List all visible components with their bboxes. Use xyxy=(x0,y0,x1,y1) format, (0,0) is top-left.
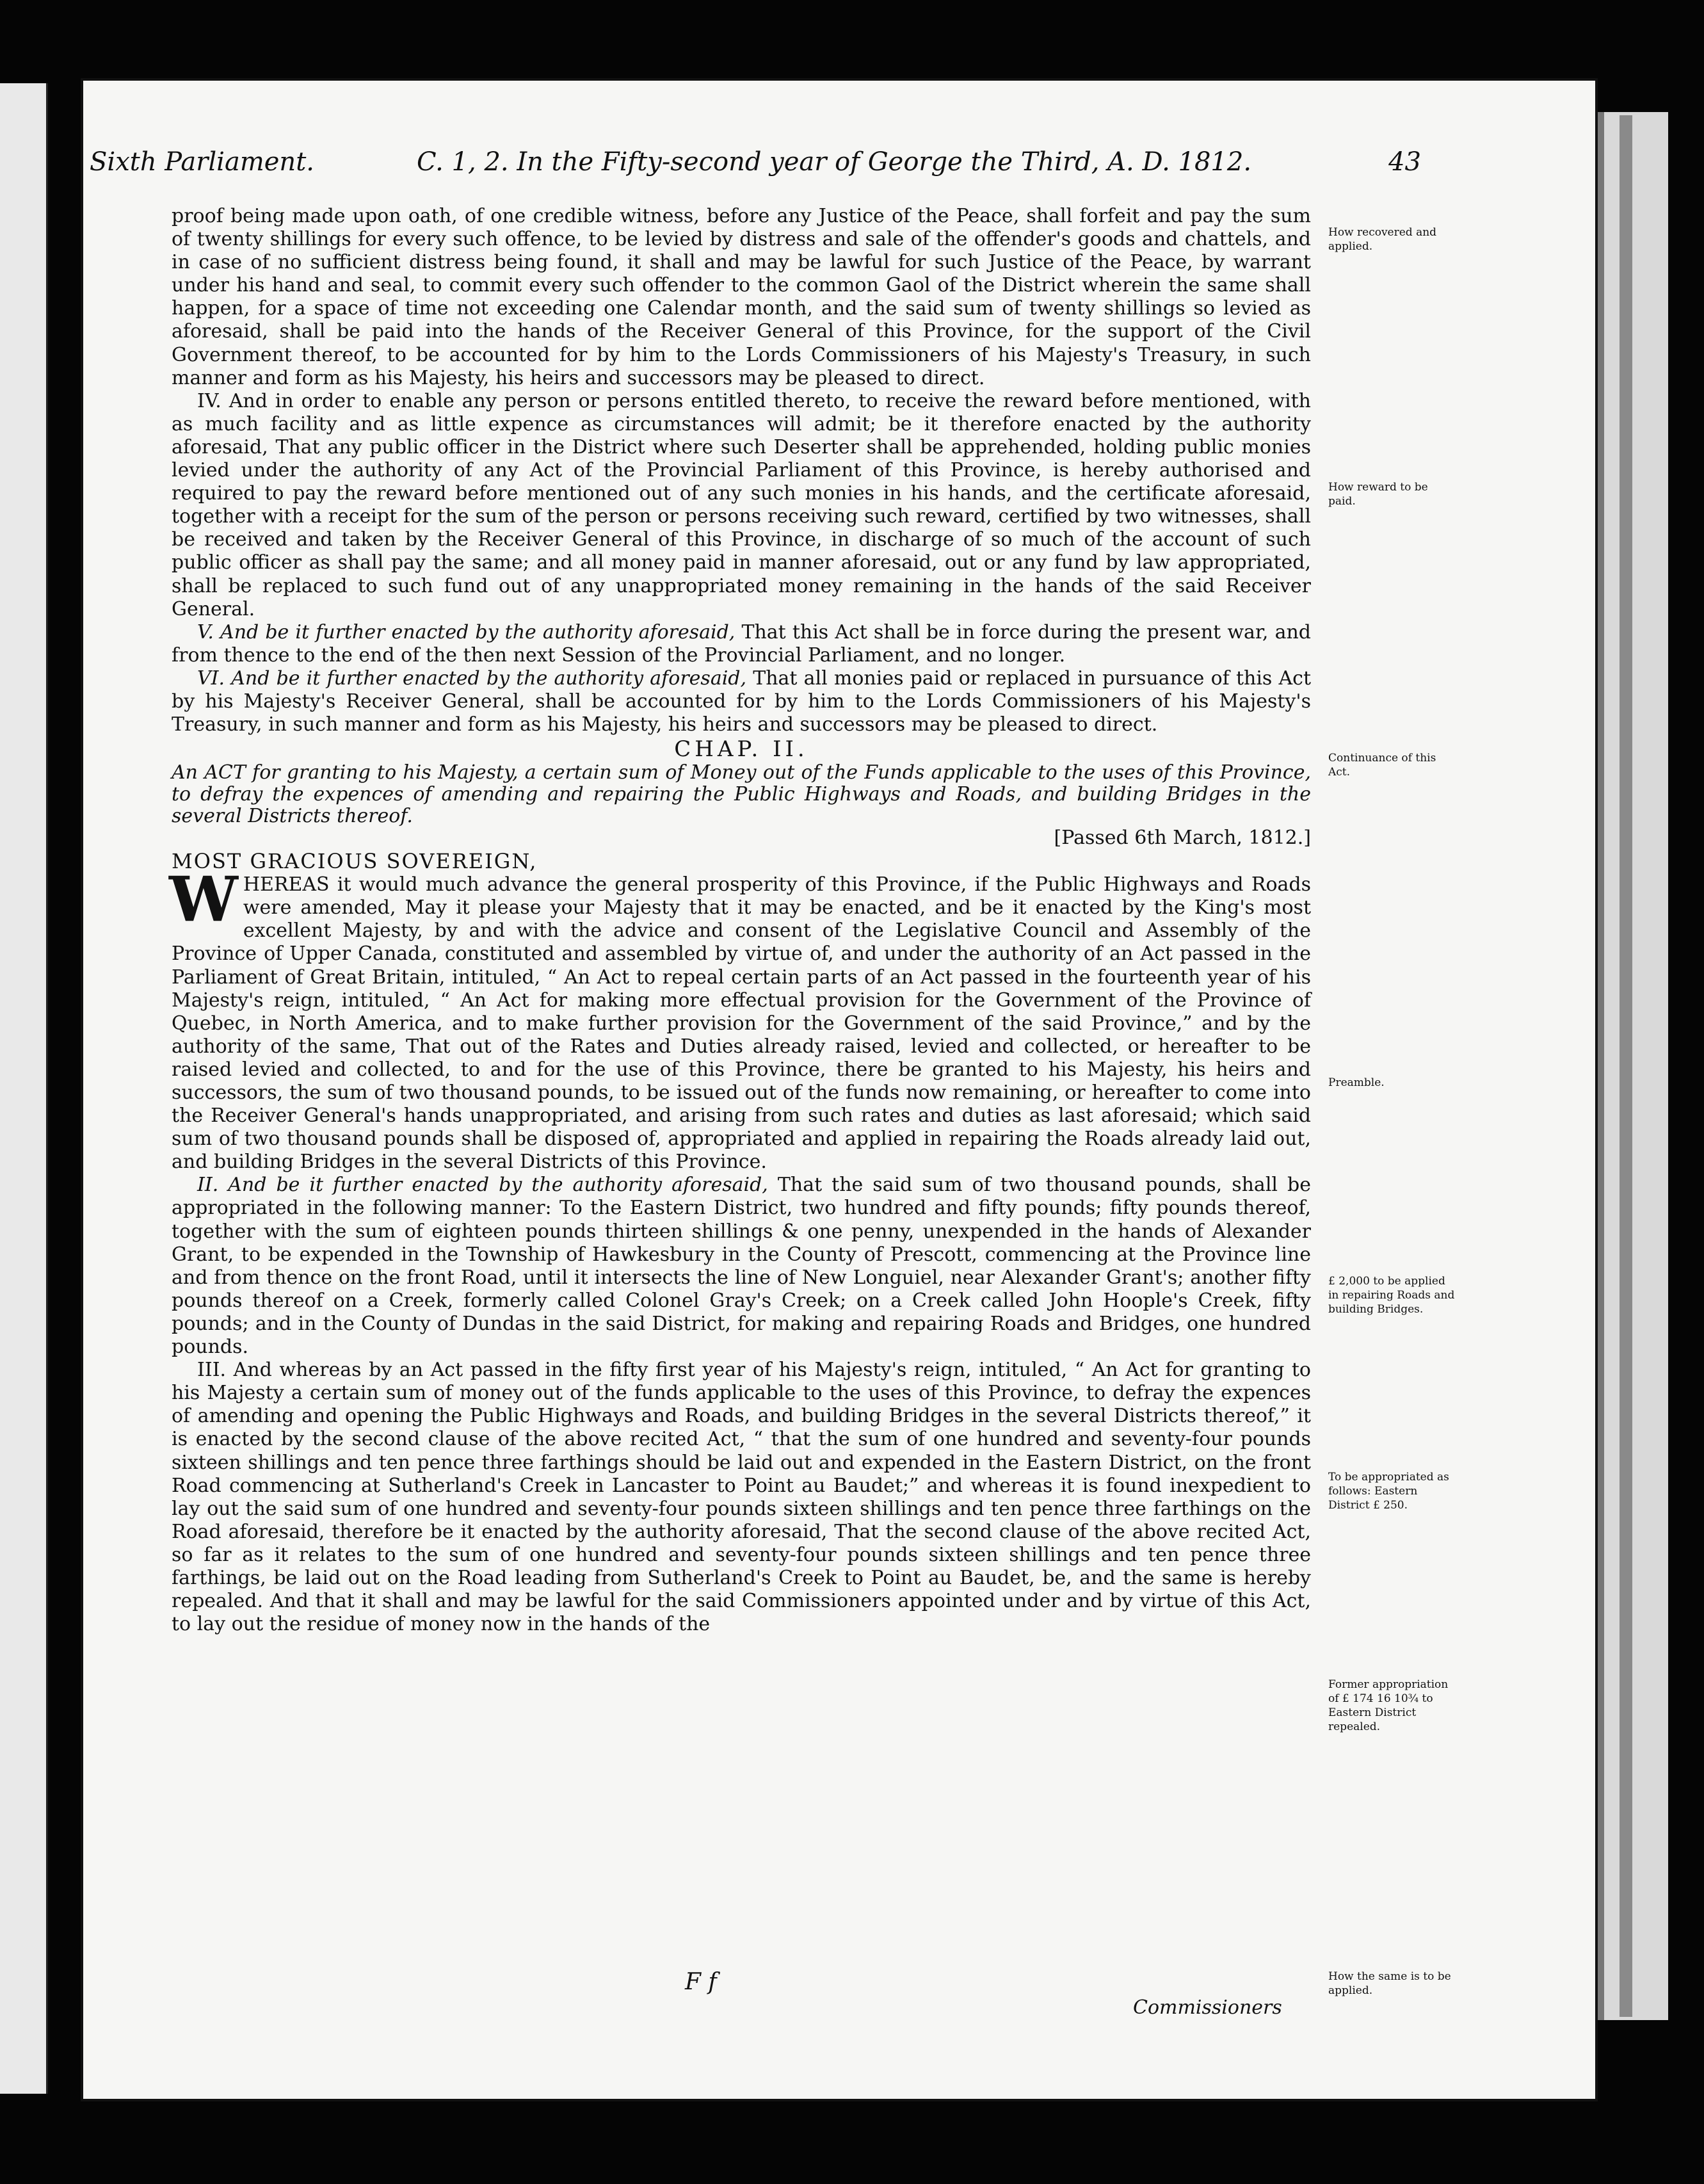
adjacent-page-edge xyxy=(0,83,48,2094)
preamble xyxy=(169,863,1311,1174)
margin-note-continuance: Continuance of this Act. xyxy=(1328,752,1436,779)
body-text xyxy=(169,205,1311,1636)
margin-note-preamble: Preamble. xyxy=(1328,1076,1385,1089)
catchword: Commissioners xyxy=(1133,1996,1282,2019)
section-6-text: That all monies paid or replaced in pursuance of this Act by his Majesty's Receiver General, shall be accounted for by him to the Lords Commissioners of his Majesty's Treasury, in such manner and form as his Majesty, his heirs and successors may be pleased to direct. xyxy=(172,667,1311,736)
page-stack-shadow xyxy=(1620,115,1632,2017)
margin-note-reward: How reward to be paid. xyxy=(1328,481,1428,508)
header-chapter-year: C. 1, 2. In the Fifty-second year of George the Third, A. D. 1812. xyxy=(416,147,1252,177)
section-6 xyxy=(172,667,1311,736)
section-5-enacting-clause: V. And be it further enacted by the authority aforesaid, xyxy=(197,620,735,643)
page-stack-edge xyxy=(1598,112,1668,2020)
section-5-text: That this Act shall be in force during the present war, and from thence to the end of the then next Session of the Provincial Parliament, and no longer. xyxy=(172,620,1311,667)
section-5 xyxy=(172,621,1311,667)
salutation: MOST GRACIOUS SOVEREIGN, xyxy=(172,849,538,874)
chapter-2-section-2-text: That the said sum of two thousand pounds, shall be appropriated in the following manner: To the Eastern District, two hundred and fifty pounds; fifty pounds thereof, together with the sum of eighteen pounds thirteen shillings & one penny, unexpended in the hands of Alexander Grant, to be expended in the Township of Hawkesbury in the County of Prescott, commencing at the Province line and from thence on the front Road, until it intersects the line of New Longuiel, near Alexander Grant's; another fifty pounds thereof on a Creek, formerly called Colonel Gray's Creek; on a Creek called John Hoople's Creek, fifty pounds; and in the County of Dundas in the said District, for making and repairing Roads and Bridges, one hundred pounds. xyxy=(172,1174,1311,1359)
preamble-text: HEREAS it would much advance the general prosperity of this Province, if the Public Highways and Roads were amended, May it please your Majesty that it may be enacted, and be it enacted by the King's most excellent Majesty, by and with the advice and consent of the Legislative Council and Assembly of the Province of Upper Canada, constituted and assembled by virtue of, and under the authority of an Act passed in the Parliament of Great Britain, intituled, “ An Act to repeal certain parts of an Act passed in the fourteenth year of his Majesty's reign, intituled, “ An Act for making more effectual provision for the Government of the Province of Quebec, in North America, and to make further provision for the Government of the said Province,” and by the authority of the same, That out of the Rates and Duties already raised, levied and collected, or hereafter to be raised levied and collected, to and for the use of this Province, there be granted to his Majesty, his heirs and successors, the sum of two thousand pounds, to be issued out of the funds now remaining, or hereafter to come into the Receiver General's hands unappropriated, and arising from such rates and duties as last aforesaid; which said sum of two thousand pounds shall be disposed of, appropriated and applied in repairing the Roads already laid out, and building Bridges in the several Districts of this Province. xyxy=(172,873,1311,1174)
chapter-title: An ACT for granting to his Majesty, a certain sum of Money out of the Funds applicable to the uses of this Province, to defray the expences of amending and repairing the Public Highways and Roads, and building Bridges in the several Districts thereof. xyxy=(172,761,1311,828)
margin-note-repealed: Former appropriation of £ 174 16 10¾ to Eastern District repealed. xyxy=(1328,1678,1449,1733)
section-6-enacting-clause: VI. And be it further enacted by the authority aforesaid, xyxy=(197,667,747,690)
header-page-number: 43 xyxy=(1388,147,1421,177)
margin-note-2000-pounds: £ 2,000 to be applied in repairing Roads and building Bridges. xyxy=(1328,1275,1455,1316)
signature-mark: F f xyxy=(685,1969,717,1995)
margin-note-how-applied: How the same is to be applied. xyxy=(1328,1970,1451,1997)
margin-note-recovered: How recovered and applied. xyxy=(1328,226,1437,253)
section-4: IV. And in order to enable any person or persons entitled thereto, to receive the reward before mentioned, with as much facility and as little expence as circumstances will admit; be it therefore enacted by the authority aforesaid, That any public officer in the District where such Deserter shall be apprehended, holding public monies levied under the authority of any Act of the Provincial Parliament of this Province, is hereby authorised and required to pay the reward before mentioned out of any such monies in his hands, and the certificate aforesaid, together with a receipt for the sum of the person or persons receiving such reward, certified by two witnesses, shall be received and taken by the Receiver General of this Province, in discharge of so much of the account of such public officer as shall pay the same; and all money paid in manner aforesaid, out or any fund by law appropriated, shall be replaced to such fund out of any unappropriated money remaining in the hands of the said Receiver General. xyxy=(172,389,1311,620)
header-parliament: Sixth Parliament. xyxy=(90,147,314,177)
section-3-continuation: proof being made upon oath, of one credible witness, before any Justice of the Peace, shall forfeit and pay the sum of twenty shillings for every such offence, to be levied by distress and sale of the offender's goods and chattels, and in case of no sufficient distress being found, it shall and may be lawful for such Justice of the Peace, by warrant under his hand and seal, to commit every such offender to the common Gaol of the District wherein the same shall happen, for a space of time not exceeding one Calendar month, and the said sum of twenty shillings so levied as aforesaid, shall be paid into the hands of the Receiver General of this Province, for the support of the Civil Government thereof, to be accounted for by him to the Lords Commissioners of his Majesty's Treasury, in such manner and form as his Majesty, his heirs and successors may be pleased to direct. xyxy=(172,205,1311,389)
chapter-2-section-2 xyxy=(172,1174,1311,1359)
chapter-2-section-2-enacting-clause: II. And be it further enacted by the authority aforesaid, xyxy=(197,1174,768,1197)
chapter-2-section-3: III. And whereas by an Act passed in the fifty first year of his Majesty's reign, intituled, “ An Act for granting to his Majesty a certain sum of money out of the funds applicable to the uses of this Province, to defray the expences of amending and opening the Public Highways and Roads, and building Bridges in the several Districts thereof,” it is enacted by the second clause of the above recited Act, “ that the sum of one hundred and seventy-four pounds sixteen shillings and ten pence three farthings should be laid out and expended in the Eastern District, on the front Road commencing at Sutherland's Creek in Lancaster to Point au Baudet;” and whereas it is found inexpedient to lay out the said sum of one hundred and seventy-four pounds sixteen shillings and ten pence three farthings on the Road aforesaid, therefore be it enacted by the authority aforesaid, That the second clause of the above recited Act, so far as it relates to the sum of one hundred and seventy-four pounds sixteen shillings and ten pence three farthings, be laid out on the Road leading from Sutherland's Creek to Point au Baudet, be, and the same is hereby repealed. And that it shall and may be lawful for the said Commissioners appointed under and by virtue of this Act, to lay out the residue of money now in the hands of the xyxy=(172,1359,1311,1636)
chapter-heading: CHAP. II. xyxy=(674,736,808,763)
margin-note-appropriation: To be appropriated as follows: Eastern District £ 250. xyxy=(1328,1471,1449,1512)
drop-cap: W xyxy=(169,863,238,936)
running-header xyxy=(90,147,1421,192)
passed-date: [Passed 6th March, 1812.] xyxy=(1054,827,1311,850)
